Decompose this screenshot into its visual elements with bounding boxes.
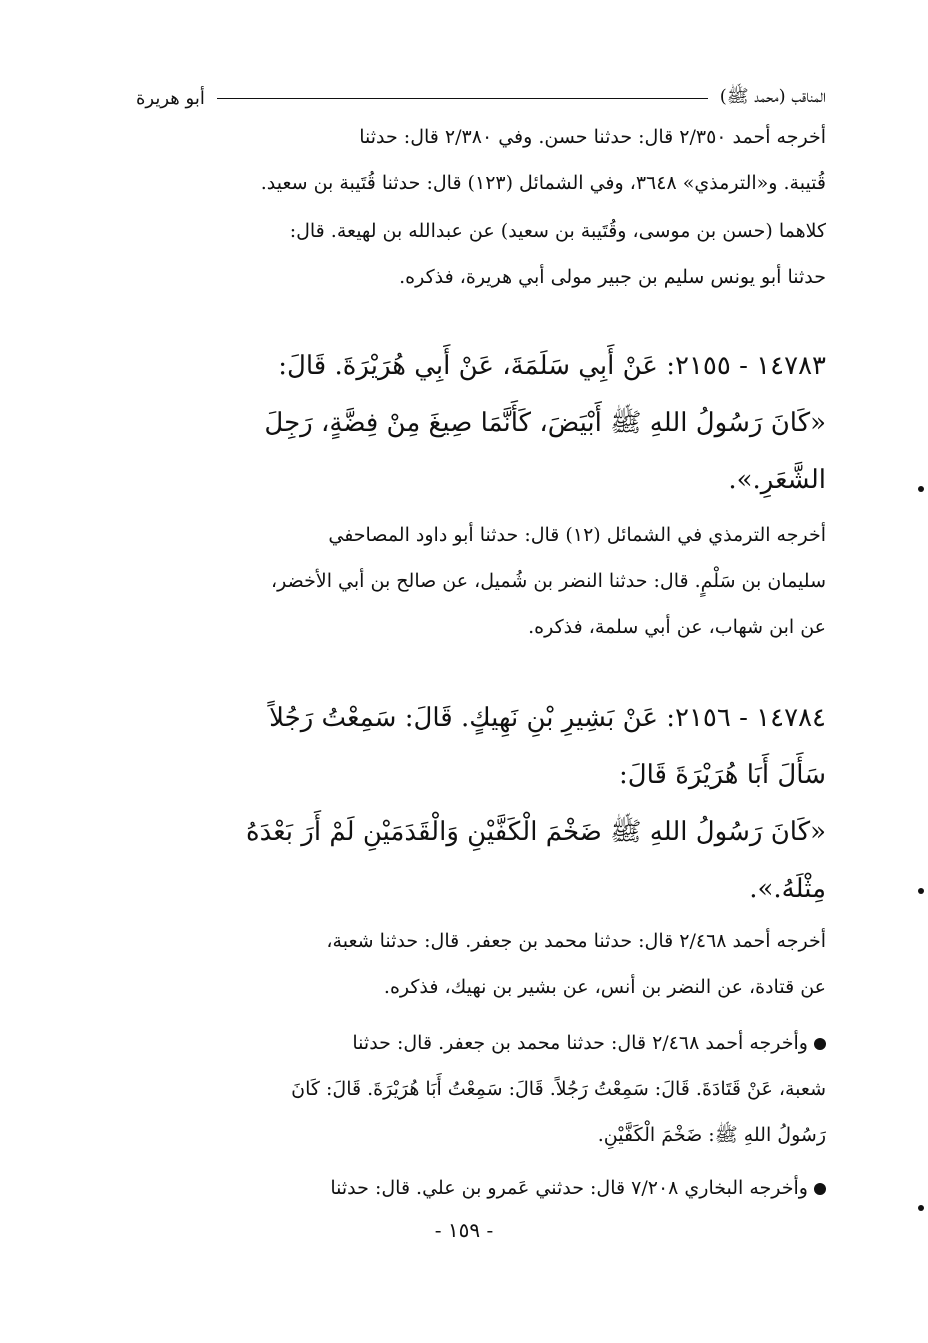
footnote-paragraph [136,918,826,1010]
text-line: أخرجه الترمذي في الشمائل (١٢) قال: حدثنا أبو داود المصاحفي [328,524,826,546]
text-segment: وأخرجه أحمد ٢/٤٦٨ قال: حدثنا محمد بن جعفر. قال: حدثنا [352,1032,808,1054]
header-rule [217,98,708,99]
scan-speck [918,1205,924,1211]
footnote-paragraph [136,512,826,650]
text-line: عن قتادة، عن النضر بن أنس، عن بشير بن نهيك، فذكره. [383,976,826,998]
text-line: ١٤٧٨٤ - ٢١٥٦: عَنْ بَشِيرِ بْنِ نَهِيكٍ. قَالَ: سَمِعْتُ رَجُلاً [269,703,826,733]
text-line: سليمان بن سَلْمٍ. قال: حدثنا النضر بن شُميل، عن صالح بن أبي الأخضر، [271,570,826,592]
text-line: سَأَلَ أَبَا هُرَيْرَةَ قَالَ: [618,760,826,790]
text-line: الشَّعَرِ.». [728,465,826,495]
text-line: أخرجه أحمد ٢/٤٦٨ قال: حدثنا محمد بن جعفر. قال: حدثنا شعبة، [326,930,826,952]
hadith-text [136,690,826,918]
chapter-title: المناقب (محمد ﷺ) [719,86,826,107]
text-line: أخرجه أحمد ٢/٣٥٠ قال: حدثنا حسن. وفي ٢/٣٨٠ قال: حدثنا [359,126,826,148]
text-line: ١٤٧٨٣ - ٢١٥٥: عَنْ أَبِي سَلَمَةَ، عَنْ أَبِي هُرَيْرَةَ. قَالَ: [278,351,826,381]
footnote-paragraph [136,1165,826,1211]
text-line: حدثنا أبو يونس سليم بن جبير مولى أبي هريرة، فذكره. [399,266,826,288]
footnote-paragraph [136,208,826,300]
text-line: «كَانَ رَسُولُ اللهِ ﷺ ضَخْمَ الْكَفَّيْنِ وَالْقَدَمَيْنِ لَمْ أَرَ بَعْدَهُ [245,817,826,847]
text-line [136,1165,826,1211]
text-line: رَسُولُ اللهِ ﷺ: ضَخْمَ الْكَفَّيْنِ. [597,1124,826,1146]
footnote-paragraph [136,1020,826,1158]
bullet-icon [814,1038,826,1050]
hadith-text [136,338,826,509]
text-line [136,1020,826,1066]
page-number: - ١٥٩ - [434,1218,494,1242]
bullet-icon [814,1183,826,1195]
text-line: مِثْلَهُ.». [749,874,826,904]
running-header [136,82,826,114]
text-line: «كَانَ رَسُولُ اللهِ ﷺ أَبْيَضَ، كَأَنَّمَا صِيغَ مِنْ فِضَّةٍ، رَجِلَ [264,408,826,438]
section-title: أبو هريرة [136,87,205,109]
scan-speck [918,888,924,894]
footnote-paragraph [136,114,826,206]
text-segment: وأخرجه البخاري ٧/٢٠٨ قال: حدثني عَمرو بن علي. قال: حدثنا [330,1177,808,1199]
text-line: قُتيبة. و«الترمذي» ٣٦٤٨، وفي الشمائل (١٢٣) قال: حدثنا قُتَيبة بن سعيد. [260,172,826,194]
text-line: عن ابن شهاب، عن أبي سلمة، فذكره. [528,616,826,638]
scan-speck [918,486,924,492]
text-line: شعبة، عَنْ قَتَادَةَ. قَالَ: سَمِعْتُ رَجُلاً. قَالَ: سَمِعْتُ أَبَا هُرَيْرَةَ. قَالَ: كَانَ [291,1078,826,1100]
text-line: كلاهما (حسن بن موسى، وقُتَيبة بن سعيد) عن عبدالله بن لهيعة. قال: [289,220,826,242]
